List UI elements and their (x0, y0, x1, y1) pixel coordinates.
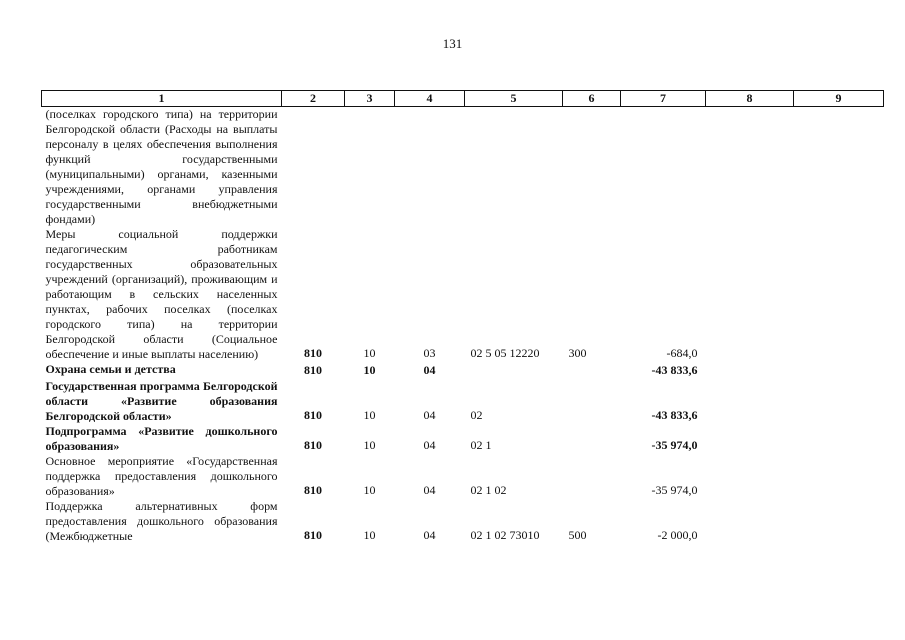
row-name: Основное мероприятие «Государственная поддержка предоставления дошкольного образования» (45, 454, 278, 498)
row-col-4: 04 (423, 528, 436, 542)
row-col-5: 02 (470, 408, 483, 422)
row-col-5: 02 1 (470, 438, 492, 452)
row-name: Меры социальной поддержки педагогическим работникам государственных образовательных учреждений (организаций), проживающим и работающим в сельских населенных пунктах, рабочих поселках (поселках городского типа) на территории Белгородской области (Социальное обеспечение и иные выплаты населению) (45, 227, 278, 361)
row-col-8 (706, 362, 794, 379)
row-col-2: 810 (304, 483, 322, 497)
table-body (42, 107, 884, 545)
row-col-2: 810 (304, 528, 322, 542)
row-col-5 (465, 107, 563, 228)
table-row (42, 424, 884, 454)
header-col-7: 7 (621, 91, 706, 107)
row-name: Подпрограмма «Развитие дошкольного образования» (45, 424, 278, 453)
row-name: (поселках городского типа) на территории Белгородской области (Расходы на выплаты персоналу в целях обеспечения выполнения функций государственными (муниципальными) органами, казенными учреждениями, органами управления государственными внебюджетными фондами) (45, 107, 278, 226)
row-col-8 (706, 379, 794, 424)
row-col-8 (706, 454, 794, 499)
table-row (42, 107, 884, 228)
header-col-2: 2 (282, 91, 345, 107)
row-col-8 (706, 499, 794, 544)
row-col-4: 03 (423, 346, 436, 360)
row-col-2: 810 (304, 346, 322, 360)
row-col-5: 02 5 05 12220 (470, 346, 540, 360)
row-col-9 (794, 379, 884, 424)
row-col-6 (563, 454, 621, 499)
row-col-9 (794, 107, 884, 228)
row-name: Государственная программа Белгородской области «Развитие образования Белгородской области» (45, 379, 278, 423)
table-header (42, 91, 884, 107)
row-col-7: -43 833,6 (651, 363, 698, 377)
row-col-3: 10 (363, 363, 376, 377)
row-col-3: 10 (363, 438, 376, 452)
header-col-1: 1 (42, 91, 282, 107)
row-col-7: -35 974,0 (651, 483, 698, 497)
row-name: Охрана семьи и детства (45, 362, 176, 376)
budget-table (41, 90, 884, 544)
table-row (42, 227, 884, 362)
row-col-6 (563, 362, 621, 379)
row-col-7: -43 833,6 (651, 408, 698, 422)
table-row (42, 499, 884, 544)
row-name: Поддержка альтернативных форм предоставления дошкольного образования (Межбюджетные (45, 499, 278, 543)
row-col-2 (282, 107, 345, 228)
row-col-3: 10 (363, 483, 376, 497)
row-col-3 (345, 107, 395, 228)
row-col-7: -684,0 (666, 346, 698, 360)
row-col-2: 810 (304, 363, 322, 377)
row-col-9 (794, 499, 884, 544)
header-col-6: 6 (563, 91, 621, 107)
row-col-8 (706, 424, 794, 454)
row-col-6: 500 (568, 528, 587, 542)
row-col-6: 300 (568, 346, 587, 360)
row-col-6 (563, 424, 621, 454)
row-col-5: 02 1 02 (470, 483, 507, 497)
row-col-3: 10 (363, 346, 376, 360)
row-col-4: 04 (423, 438, 436, 452)
page-number: 131 (442, 36, 463, 51)
row-col-9 (794, 362, 884, 379)
table-row (42, 379, 884, 424)
table-row (42, 362, 884, 379)
row-col-6 (563, 107, 621, 228)
row-col-4: 04 (423, 408, 436, 422)
row-col-4 (395, 107, 465, 228)
header-col-9: 9 (794, 91, 884, 107)
row-col-4: 04 (423, 483, 436, 497)
row-col-5: 02 1 02 73010 (470, 528, 540, 542)
header-col-3: 3 (345, 91, 395, 107)
row-col-3: 10 (363, 528, 376, 542)
row-col-7: -2 000,0 (657, 528, 698, 542)
header-col-4: 4 (395, 91, 465, 107)
row-col-4: 04 (423, 363, 436, 377)
row-col-6 (563, 379, 621, 424)
row-col-3: 10 (363, 408, 376, 422)
row-col-2: 810 (304, 438, 322, 452)
table-row (42, 454, 884, 499)
row-col-9 (794, 227, 884, 362)
row-col-2: 810 (304, 408, 322, 422)
header-col-5: 5 (465, 91, 563, 107)
row-col-7 (621, 107, 706, 228)
row-col-5 (465, 362, 563, 379)
row-col-9 (794, 424, 884, 454)
row-col-7: -35 974,0 (651, 438, 698, 452)
row-col-9 (794, 454, 884, 499)
row-col-8 (706, 107, 794, 228)
header-col-8: 8 (706, 91, 794, 107)
row-col-8 (706, 227, 794, 362)
